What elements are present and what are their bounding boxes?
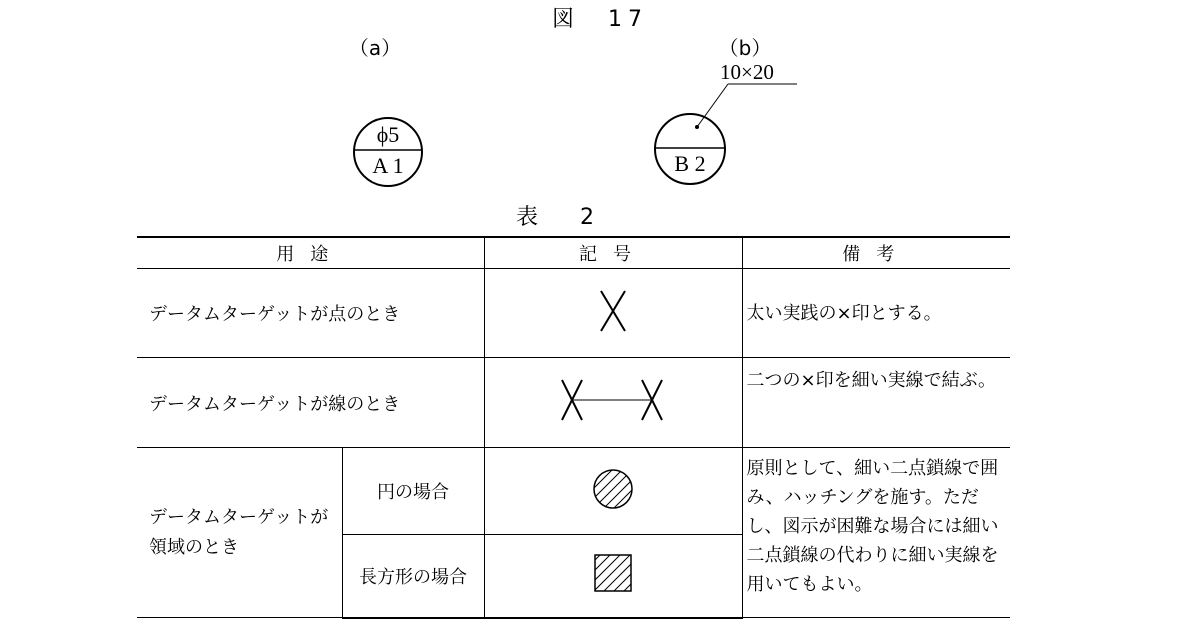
table-row — [137, 448, 1010, 535]
header-use: 用途 — [137, 237, 484, 269]
symbol-cell — [484, 358, 742, 448]
hatched-square-icon — [590, 550, 636, 596]
header-remark: 備考 — [742, 237, 1010, 269]
datum-target-table — [137, 236, 1010, 619]
table-title: 表 2 — [516, 205, 604, 230]
figure-label-b: （b） — [718, 36, 772, 60]
remark-cell: 二つの×印を細い実線で結ぶ。 — [742, 358, 1010, 448]
double-x-line-icon — [558, 375, 668, 425]
x-mark-icon — [593, 286, 633, 336]
use-cell: データムターゲットが点のとき — [137, 269, 484, 358]
dimension-label-b: 10×20 — [720, 60, 774, 84]
header-symbol: 記号 — [484, 237, 742, 269]
symbol-cell — [484, 269, 742, 358]
table-row — [137, 358, 1010, 448]
datum-target-figure — [0, 0, 1200, 200]
hatched-circle-icon — [588, 464, 638, 514]
use-cell: データムターゲットが領域のとき — [137, 448, 342, 618]
figure-label-a: （a） — [348, 36, 402, 60]
remark-cell: 原則として、細い二点鎖線で囲み、ハッチングを施す。ただし、図示が困難な場合には細い二点鎖線の代わりに細い実線を用いてもよい。 — [742, 448, 1010, 618]
datum-a-bottom-text: A 1 — [372, 153, 404, 178]
symbol-cell — [484, 448, 742, 535]
sub-case-cell: 円の場合 — [342, 448, 484, 535]
remark-cell: 太い実践の×印とする。 — [742, 269, 1010, 358]
use-cell: データムターゲットが線のとき — [137, 358, 484, 448]
table-row — [137, 269, 1010, 358]
figure-title: 図 17 — [552, 7, 648, 32]
datum-a-top-text: ϕ5 — [376, 122, 400, 147]
datum-b-bottom-text: B 2 — [674, 151, 706, 176]
leader-line — [697, 84, 728, 127]
sub-case-cell: 長方形の場合 — [342, 535, 484, 618]
symbol-cell — [484, 535, 742, 618]
